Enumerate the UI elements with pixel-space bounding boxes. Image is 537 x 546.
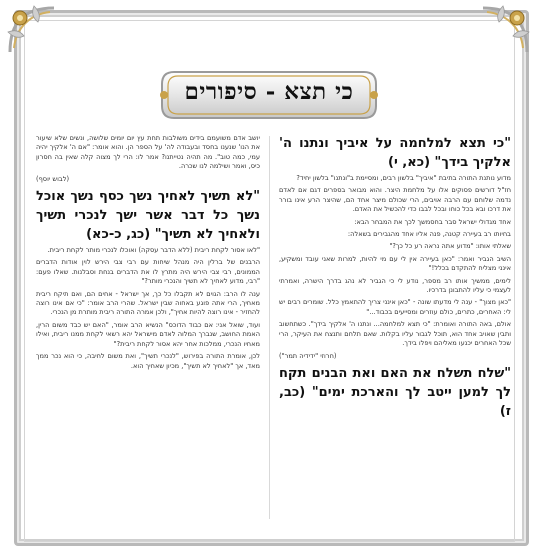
paragraph: אחד מגדולי ישראל סבר בחסמשך לכך את המבחר הבא: <box>354 217 511 226</box>
paragraph: לכן, אומרת התורה בפירוש, "לנכרי תשיך", ואת משום לחיבה, כי הוא נכר ממך מאד, אך "לאחיך לא תשיך", מכיון שאחיך הוא. <box>36 352 260 370</box>
paragraph: "לאו אסור לקחת ריבית (ללא הדבר עסקה) ואוכלו לנכרי מותר לקחת ריבית. <box>47 246 260 255</box>
paragraph: לימים, ממשיך אותו רב מספר, נודע לי כי הגביר לא נהג בדרך הישרה, ואמרתי לעצמי כי עליו להתבונן בדרכיו. <box>279 276 511 295</box>
paragraph: הרבנים של ברלין היה מנהל שיחות עם רבי צבי הירש לוין אודות הדברים הממונים, רבי צבי הירש היה מתרץ לו את הדברים בנחת וסבלנות. שאלו פעם: "רבי, מדוע לאחיך לא תשיך והנכרי מותר?" <box>36 258 260 286</box>
paragraph: אולם, באה התורה ואומרת: "כי תצא למלחמה... ונתנו ה' אלקיך בידך". כשתחשוב ותבין שאויב אחד הוא, תוכל לגבור עליו בקלות. שאם תלחם ותנצח את העיקר, הרי שכל האחרים יכנעו מאליהם ויפלו בידך. <box>279 320 511 348</box>
section-body <box>36 134 260 184</box>
paragraph: שאלתי אותו: "מדוע אתה נראה רע כל כך?" <box>389 242 511 251</box>
page-title: כי תצא - סיפורים <box>184 78 354 105</box>
right-column <box>279 134 511 519</box>
paragraph: מדוע נותנת התורה בתיבת "איביך" בלשון רבים, ומסיימת ב"ונתנו" בלשון יחיד? <box>296 174 511 182</box>
section-body <box>36 246 260 371</box>
paragraph: חז"ל דורשים פסוקים אלו על מלחמת היצר. והוא מבואר בספרים דגם אם לאדם נדמה שלוחם עם הרבה אויבים, הרי שכולם מיצר אחד הם, שהיצר הרע אינו בורר את דרכו ובא בכל כוחו ובכל לבבו כדי להכשיל את האדם. <box>279 186 511 214</box>
corner-ornament-icon <box>4 2 60 58</box>
section-heading: "כי תצא למלחמה על איביך ונתנו ה' אלקיך בידך" (כא, י) <box>279 136 511 170</box>
paragraph: השיב הגביר ואמר: "כאן בעיירה אין לי עם מי להיות, למרות שאני עובד ומשקיע, אינני מצליח להתקדם בכלל!" <box>279 254 511 273</box>
section-body <box>279 174 511 361</box>
paragraph: "כאן מצוך" - ענה לי מדעתו שונה - "כאן אינני צריך להתאמץ כלל. שומרים רבים יש לי: האחרים, כתרים, כולם עוזרים ומסייעים בכבוד..." <box>279 298 511 316</box>
title-banner <box>160 66 378 124</box>
paragraph: ועוד, שואל אני: אם כבוד הדוכס" הנשיא הרב אומר, "האם יש כבד משום הרין, האמת החושב, שנברך המלוה לאדם מישראל יהא רשאי לקחת ממנו ריבית, ואילו מאחיו הנכרי, ממלכות אחר יהא אסור לקחת ריבית?" <box>36 320 260 348</box>
left-column <box>36 134 260 519</box>
paragraph: יושב אדם משועמם בידים משולבות תחת עץ יום יומים שלושה, ונשים שלא שיעור את הנו' שנענו בחסד ובעבודה לה' על הספר הן. והוא אומר: "אם ה' אלקיך יהיה עמי, כמה טוב". מה תהיה נטייתנו? אמר לו: הרי לך מצוה קלה שאין בה חסרון כיס, ואמר ושילמה לנו שכרה. <box>36 134 260 171</box>
source-citation: (חרוזי "ידידיה תמר") <box>279 351 337 360</box>
corner-ornament-icon <box>477 2 533 58</box>
section-heading: "לא תשיך לאחיך נשך כסף נשך אוכל נשך כל דבר אשר ישך לנכרי תשיך ולאחיך לא תשיך" (כג, כ-כא) <box>36 189 260 243</box>
source-citation: (לבוש יוסף) <box>36 174 70 183</box>
paragraph: ענה לו הרב: הגוים לא תקבלו כל כך, אך ישראל - אחים הם, ואם תיקח ריבית מאחיך, הרי אתה פוגע באחוה שבין ישראל. שהרי הרב אומר: "כי אם אינו רוצה להחזיר - אינו רוצה להיות אחיך", ולכן אמרה התורה ריבית מותרת מן הנכרי. <box>36 289 260 317</box>
section-heading: "שלח תשלח את האם ואת הבנים תקח לך למען ייטב לך והארכת ימים" (כב, ז) <box>279 365 511 419</box>
column-divider <box>269 136 270 519</box>
paragraph: בחיותו רב בעיירה קטנה, פנה אליו אחד מהגבירים בשאלה: <box>347 230 511 239</box>
